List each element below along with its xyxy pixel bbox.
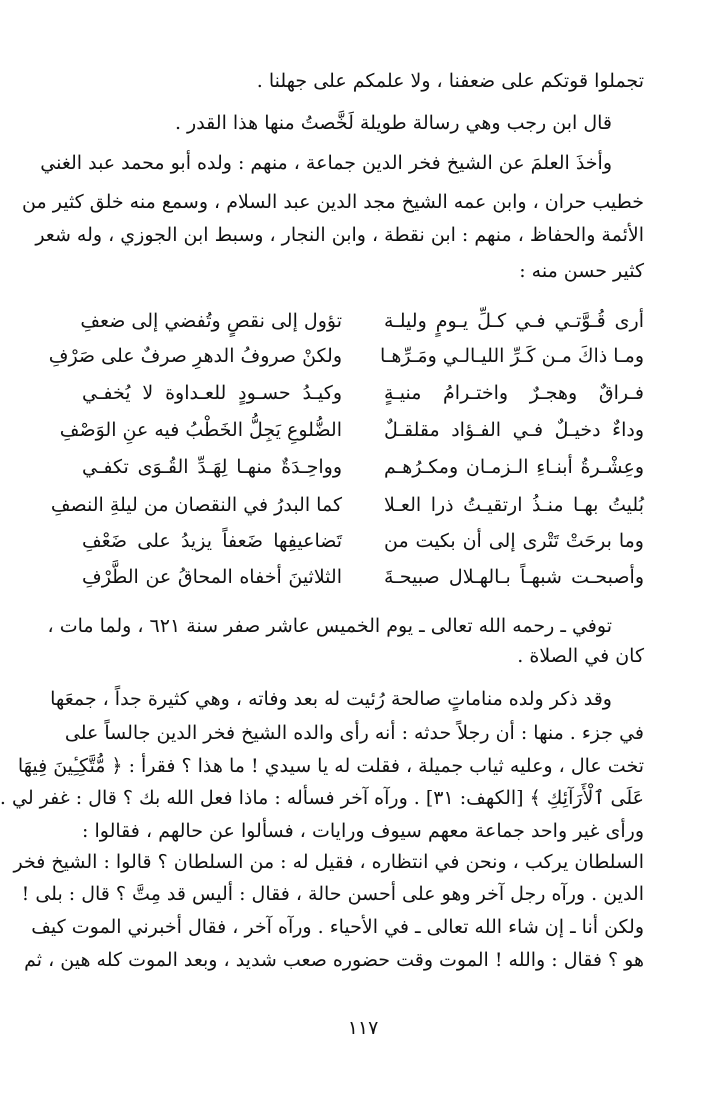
poem-verse-first-hemistich: بُليتُ بهـا منـذُ ارتقيـتُ ذرا العـلا	[384, 494, 644, 516]
poem-verse-second-hemistich: تَضاعيفِها ضَعفاً يزيدُ على ضَعْفِ	[82, 530, 342, 552]
text-line: السلطان يركب ، ونحن في انتظاره ، فقيل له : من السلطان ؟ قالوا : الشيخ فخر	[13, 851, 644, 873]
poem-verse-first-hemistich: فـراقٌ وهجـرٌ واختـرامُ منيـةٍ	[384, 382, 644, 404]
text-line: تخت عال ، وعليه ثياب جميلة ، فقلت له يا سيدي ! ما هذا ؟ فقرأ : ﴿ مُّتَّكِـِٔينَ فِيهَا	[17, 755, 644, 777]
poem-verse-first-hemistich: وما برحَتْ تَتْرى إلى أن بكيت من	[384, 530, 644, 552]
poem-verse-first-hemistich: وداءٌ دخيـلٌ فـي الفـؤاد مقلقـلٌ	[384, 419, 644, 441]
text-line: وأخذَ العلمَ عن الشيخ فخر الدين جماعة ، منهم : ولده أبو محمد عبد الغني	[40, 152, 612, 174]
poem-verse-second-hemistich: ولكنْ صروفُ الدهرِ صرفٌ على صَرْفِ	[48, 345, 342, 367]
poem-verse-second-hemistich: الضُّلوعِ يَجِلُّ الخَطْبُ فيه عنِ الوَصْفِ	[59, 419, 342, 441]
poem-verse-second-hemistich: وكيـدُ حسـودٍ للعـداوة لا يُخفـي	[82, 382, 342, 404]
text-line: كان في الصلاة .	[517, 645, 644, 667]
text-line: توفي ـ رحمه الله تعالى ـ يوم الخميس عاشر صفر سنة ٦٢١ ، ولما مات ،	[47, 615, 612, 637]
poem-verse-first-hemistich: أرى قُـوَّتـي فـي كـلِّ يـومٍ وليلـة	[384, 310, 644, 332]
text-line: في جزء . منها : أن رجلاً حدثه : أنه رأى والده الشيخ فخر الدين جالساً على	[64, 722, 644, 744]
poem-verse-first-hemistich: وأصبحـت شبهـاً بـالهـلال صبيحـةَ	[384, 566, 644, 588]
poem-verse-second-hemistich: تؤول إلى نقصٍ وتُفضي إلى ضعفِ	[80, 310, 342, 332]
text-line: الدين . ورآه رجل آخر وهو على أحسن حالة ، فقال : أليس قد مِتَّ ؟ قال : بلى !	[21, 883, 644, 905]
text-line: ورأى غير واحد جماعة معهم سيوف ورايات ، فسألوا عن حالهم ، فقالوا :	[82, 820, 644, 842]
text-line: الأئمة والحفاظ ، منهم : ابن نقطة ، وابن النجار ، وسبط ابن الجوزي ، وله شعر	[35, 224, 644, 246]
text-line: خطيب حران ، وابن عمه الشيخ مجد الدين عبد السلام ، وسمع منه خلق كثير من	[22, 191, 644, 213]
text-line: تجملوا قوتكم على ضعفنا ، ولا علمكم على جهلنا .	[256, 70, 644, 92]
text-line: هو ؟ فقال : والله ! الموت وقت حضوره صعب شديد ، وبعد الموت كله هين ، ثم	[24, 949, 644, 971]
page-number: ١١٧	[347, 1017, 379, 1039]
poem-verse-second-hemistich: الثلاثينَ أخفاه المحاقُ عن الطَّرْفِ	[82, 566, 342, 588]
poem-verse-second-hemistich: كما البدرُ في النقصان من ليلةِ النصفِ	[50, 494, 342, 516]
text-line: وقد ذكر ولده مناماتٍ صالحة رُئيت له بعد وفاته ، وهي كثيرة جداً ، جمعَها	[50, 688, 612, 710]
text-line: قال ابن رجب وهي رسالة طويلة لَخَّصتُ منها هذا القدر .	[174, 112, 612, 134]
text-line: ولكن أنا ـ إن شاء الله تعالى ـ في الأحياء . ورآه آخر ، فقال أخبرني الموت كيف	[31, 916, 644, 938]
text-line: كثير حسن منه :	[519, 260, 644, 282]
poem-verse-first-hemistich: ومـا ذاكَ مـن كَـرِّ الليـالـي ومَـرِّهـا	[379, 345, 644, 367]
text-line: عَلَى ٱلْأَرَآئِكِ ﴾ [الكهف: ٣١] . ورآه آخر فسأله : ماذا فعل الله بك ؟ قال : غفر لي .	[0, 787, 644, 809]
poem-verse-second-hemistich: وواحِـدَةٌ منهـا لِهَـدِّ القُـوَى تكفـي	[82, 456, 342, 478]
poem-verse-first-hemistich: وعِشْـرةُ أبنـاءِ الـزمـان ومكـرُهـم	[384, 456, 644, 478]
